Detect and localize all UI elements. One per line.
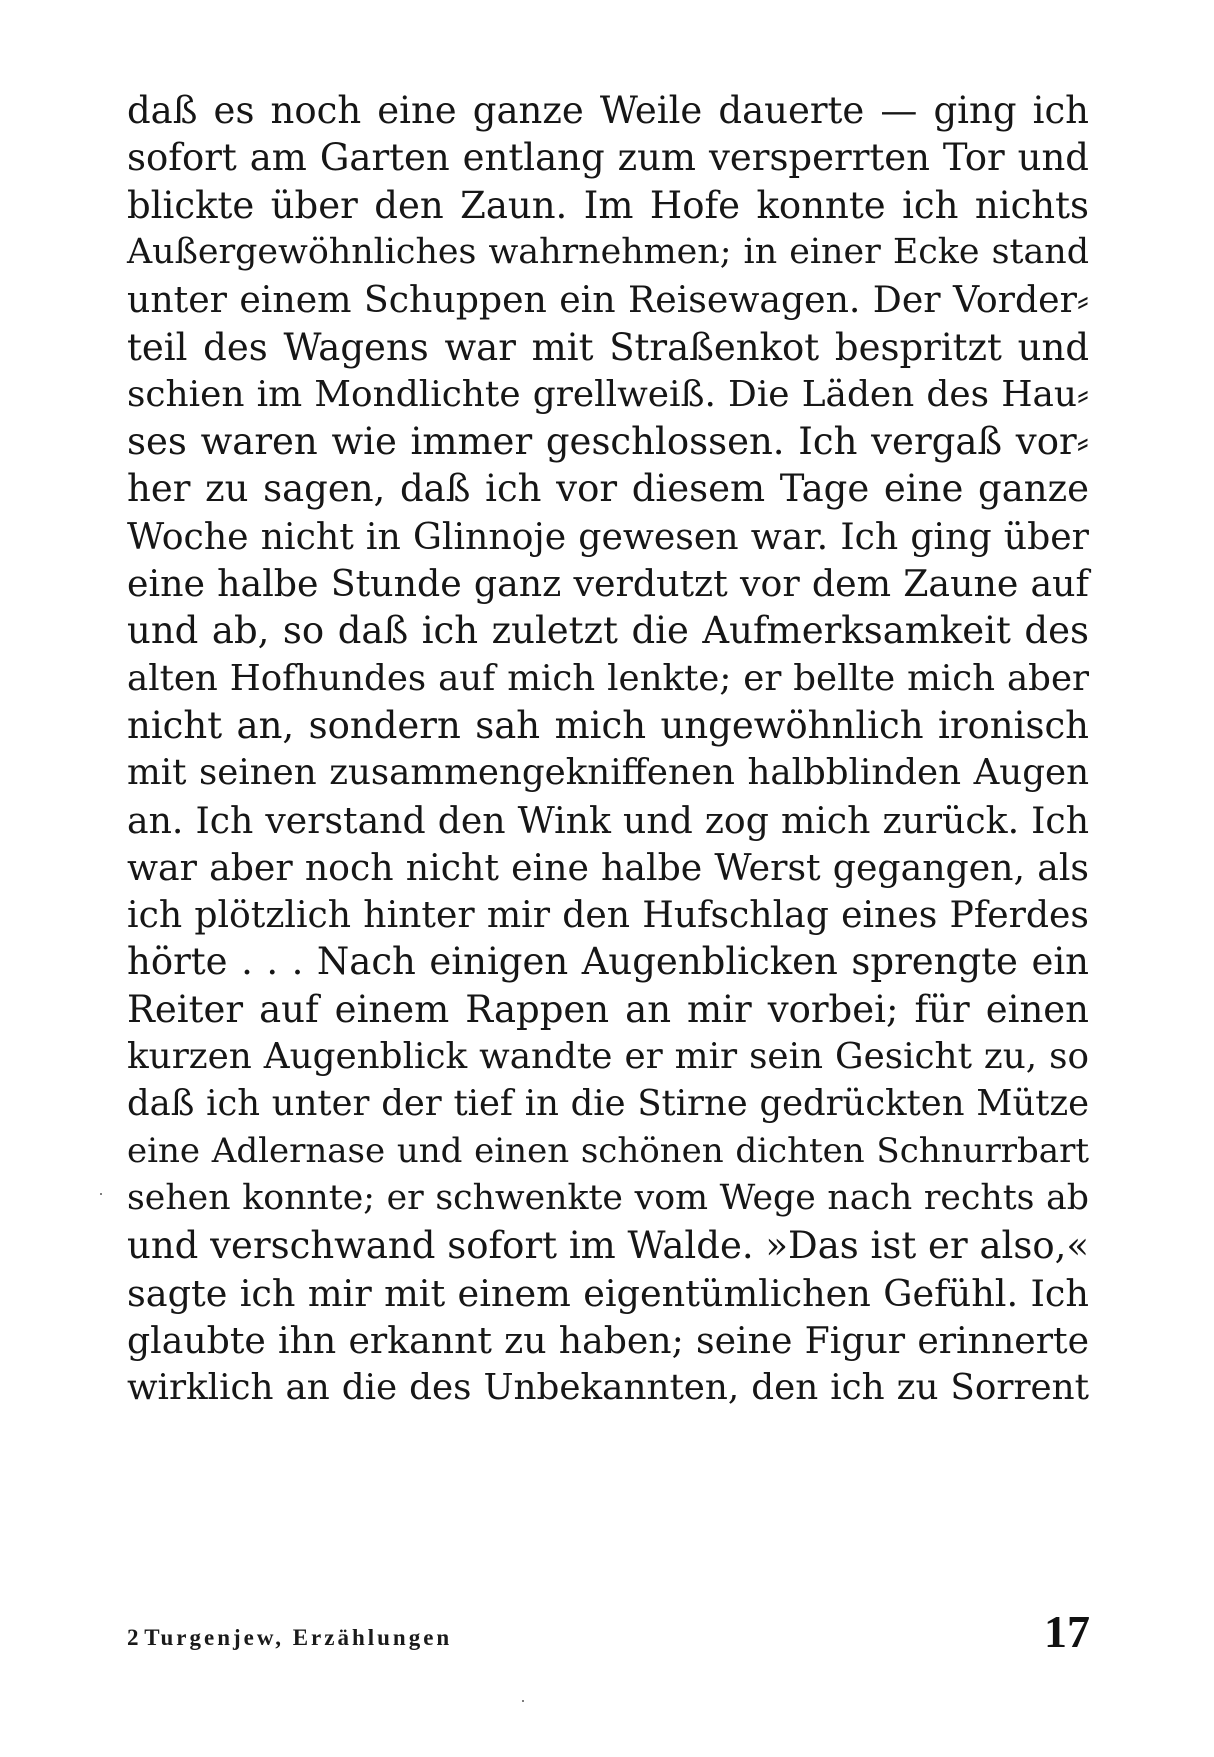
text-line: schien im Mondlichte grellweiß. Die Läden des Hau⸗ [127,373,1089,415]
text-line: mit seinen zusammengekniffenen halbblinden Augen [127,752,1089,794]
text-line: eine halbe Stunde ganz verdutzt vor dem Zaune auf [127,562,1089,605]
text-line: Außergewöhnliches wahrnehmen; in einer Ecke stand [127,231,1089,272]
text-line: blickte über den Zaun. Im Hofe konnte ich nichts [127,183,1089,227]
text-line: teil des Wagens war mit Straßenkot bespritzt und [127,325,1089,369]
text-line: alten Hofhundes auf mich lenkte; er bellte mich aber [127,657,1089,699]
text-line: kurzen Augenblick wandte er mir sein Gesicht zu, so [127,1036,1089,1077]
text-line: sehen konnte; er schwenkte vom Wege nach rechts ab [127,1177,1089,1218]
text-line: ich plötzlich hinter mir den Hufschlag eines Pferdes [127,893,1089,937]
text-line: war aber noch nicht eine halbe Werst gegangen, als [127,845,1089,889]
signature-title: Turgenjew, Erzählungen [144,1625,453,1650]
page-number: 17 [1044,1606,1090,1657]
print-speck [100,1193,102,1195]
text-line: und verschwand sofort im Walde. »Das ist er also,« [127,1224,1089,1268]
text-line: daß ich unter der tief in die Stirne gedrückten Mütze [127,1083,1089,1125]
text-line: an. Ich verstand den Wink und zog mich zurück. Ich [127,798,1089,842]
text-line: wirklich an die des Unbekannten, den ich zu Sorrent [127,1367,1089,1409]
text-line: daß es noch eine ganze Weile dauerte — ging ich [127,89,1089,132]
text-line: sagte ich mir mit einem eigentümlichen Gefühl. Ich [127,1271,1089,1315]
text-line: ses waren wie immer geschlossen. Ich vergaß vor⸗ [127,420,1089,464]
signature-number: 2 [127,1625,139,1650]
text-line: unter einem Schuppen ein Reisewagen. Der Vorder⸗ [127,278,1089,322]
text-line: sofort am Garten entlang zum versperrten Tor und [127,136,1089,180]
text-line: hörte . . . Nach einigen Augenblicken sprengte ein [127,940,1089,984]
text-line: und ab, so daß ich zuletzt die Aufmerksamkeit des [127,609,1089,653]
text-line: Reiter auf einem Rappen an mir vorbei; für einen [127,987,1089,1031]
text-line: Woche nicht in Glinnoje gewesen war. Ich ging über [127,514,1089,558]
text-line: nicht an, sondern sah mich ungewöhnlich ironisch [127,703,1089,747]
text-line: glaubte ihn erkannt zu haben; seine Figur erinnerte [127,1318,1089,1362]
printer-signature [127,1625,452,1651]
print-speck [522,1700,524,1702]
text-line: her zu sagen, daß ich vor diesem Tage eine ganze [127,467,1089,511]
text-line: eine Adlernase und einen schönen dichten Schnurrbart [127,1130,1089,1171]
